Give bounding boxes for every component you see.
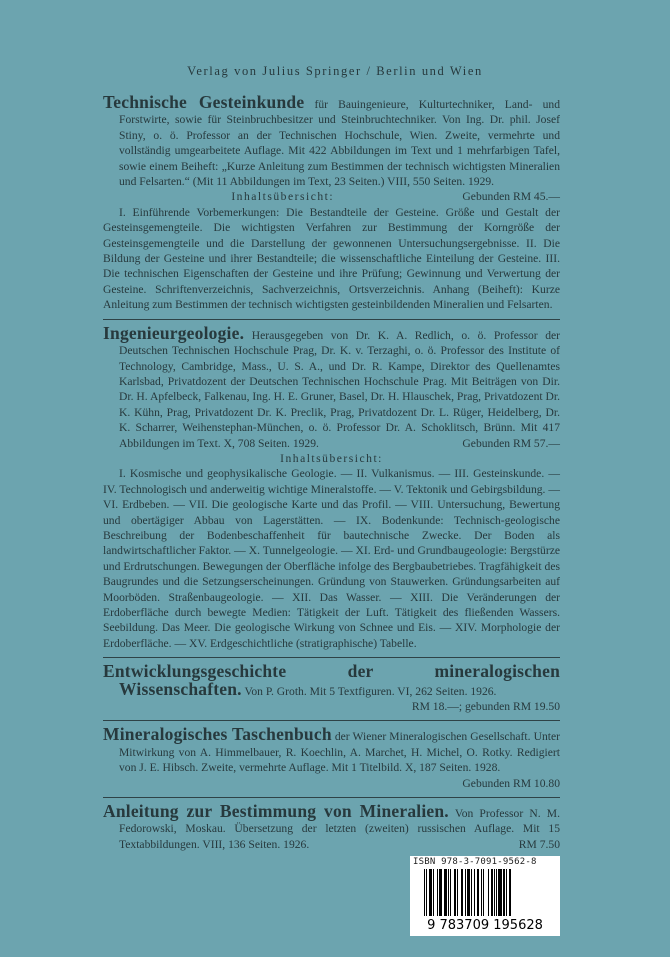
- barcode-bar: [511, 869, 512, 916]
- book-entry: [103, 92, 560, 313]
- book-price: Gebunden RM 57.—: [462, 436, 560, 450]
- book-title: Entwicklungsgeschichte der mineralogischen Wissenschaften.: [103, 661, 560, 699]
- book-price: RM 7.50: [518, 837, 560, 851]
- publisher-header: Verlag von Julius Springer / Berlin und Wien: [187, 64, 483, 78]
- divider: [103, 319, 560, 320]
- book-title: Ingenieurgeologie.: [103, 322, 245, 343]
- barcode-bars: [424, 869, 548, 916]
- book-title: Anleitung zur Bestimmung von Mineralien.: [103, 801, 449, 822]
- book-price: Gebunden RM 45.—: [462, 190, 560, 204]
- book-description: Von Professor N. M. Fedorowski, Moskau. Übersetzung der letzten (zweiten) russischen Auflage. Mit 15 Textabbildungen. VIII, 136 Seiten. 1926.: [119, 807, 560, 851]
- divider: [103, 797, 560, 798]
- toc-heading: Inhaltsübersicht:: [231, 190, 335, 204]
- divider: [103, 657, 560, 658]
- divider: [103, 720, 560, 721]
- book-entry: [103, 661, 560, 714]
- toc-text: I. Kosmische und geophysikalische Geologie. — II. Vulkanismus. — III. Gesteinskunde. — IV. Technologisch und anderweitig wichtige Mineralstoffe. — V. Tektonik und Gebirgsbildung. — VI. Erdbeben. — VII. Die geologische Karte und das Profil. — VIII. Untersuchung, Bewertung und obertägiger Abbau von Lagerstätten. — IX. Bodenkunde: Technisch-geologische Beschreibung der Bodenbeschaffenheit für bautechnische Zwecke. Der Boden als landwirtschaftlicher Faktor. — X. Tunnelgeologie. — XI. Erd- und Grundbaugeologie: Bergstürze und Erdrutschungen. Bewegungen der Oberfläche infolge des Bergbaubetriebes. Tragfähigkeit des Baugrundes und die Setzungserscheinungen. Gründung von Stauwerken. Gründungsarbeiten auf Moorböden. Straßenbaugeologie. — XII. Das Wasser. — XIII. Die Veränderungen der Erdoberfläche durch bewegte Medien: Tätigkeit der Luft. Tätigkeit des fließenden Wassers. Seebildung. Das Meer. Die geologische Wirkung von Schnee und Eis. — XIV. Morphologie der Erdoberfläche. — XV. Erdgeschichtliche (stratigraphische) Tabelle.: [103, 467, 560, 650]
- book-entry: [103, 801, 560, 852]
- book-price: Gebunden RM 10.80: [462, 776, 560, 790]
- book-description: für Bauingenieure, Kulturtechniker, Land- und Forstwirte, sowie für Steinbruchbesitzer und Steinbruchtechniker. Von Ing. Dr. phil. Josef Stiny, o. ö. Professor an der Technischen Hochschule, Wien. Zweite, vermehrte und vollständig umgearbeitete Auflage. Mit 422 Abbildungen im Text und 1 mehrfarbigen Tafel, sowie einem Beiheft: „Kurze Anleitung zum Bestimmen der technisch wichtigsten Mineralien und Felsarten.“ (Mit 11 Abbildungen im Text, 23 Seiten.) VIII, 550 Seiten. 1929.: [119, 98, 560, 189]
- book-entry: [103, 724, 560, 791]
- isbn-barcode: [410, 856, 560, 936]
- book-title: Mineralogisches Taschenbuch: [103, 724, 332, 745]
- book-title: Technische Gesteinkunde: [103, 92, 305, 112]
- toc-text: I. Einführende Vorbemerkungen: Die Bestandteile der Gesteine. Größe und Gestalt der Gesteinsgemengteile. Die wichtigsten Verfahren zur Bestimmung der Korngröße der Gesteinsgemengteile und die Darstellung der gewonnenen Untersuchungsergebnisse. II. Die Bildung der Gesteine und ihrer Bestandteile; die wissenschaftliche Einteilung der Gesteine. III. Die technischen Eigenschaften der Gesteine und ihre Prüfung; Gewinnung und Verwertung der Gesteine. Schriftenverzeichnis, Sachverzeichnis, Ortsverzeichnis. Anhang (Beiheft): Kurze Anleitung zum Bestimmen der technisch wichtigsten gesteinbildenden Mineralien und Felsarten.: [103, 205, 560, 312]
- toc-heading: Inhaltsübersicht:: [280, 451, 383, 465]
- book-description: Von P. Groth. Mit 5 Textfiguren. VI, 262 Seiten. 1926.: [244, 684, 497, 698]
- book-description: der Wiener Mineralogischen Gesellschaft. Unter Mitwirkung von A. Himmelbauer, R. Koechlin, A. Marchet, H. Michel, O. Rotky. Redigiert von J. E. Hibsch. Zweite, vermehrte Auflage. Mit 1 Titelbild. X, 187 Seiten. 1928.: [119, 730, 560, 775]
- book-entry: [103, 322, 561, 652]
- catalog-column: [103, 92, 561, 956]
- isbn-text: ISBN 978-3-7091-9562-8: [413, 857, 537, 868]
- book-price: RM 18.—; gebunden RM 19.50: [411, 700, 560, 714]
- book-description: Herausgegeben von Dr. K. A. Redlich, o. ö. Professor der Deutschen Technischen Hochschule Prag, Dr. K. v. Terzaghi, o. ö. Professor des Institute of Technology, Cambridge, Mass., U. S. A., und Dr. R. Kampe, Direktor des Quellenamtes Karlsbad, Privatdozent der Deutschen Technischen Hochschule Prag. Mit Beiträgen von Dir. Dr. H. Apfelbeck, Falkenau, Ing. H. E. Gruner, Basel, Dr. H. Hlauschek, Prag, Privatdozent Dr. K. Kühn, Prag, Privatdozent Dr. K. Preclik, Prag, Privatdozent Dr. L. Rüger, Heidelberg, Dr. K. Scharrer, Weihenstephan-München, o. ö. Professor Dr. A. Schoklitsch, Brünn. Mit 417 Abbildungen im Text. X, 708 Seiten. 1929.: [119, 328, 561, 450]
- barcode-number: 9 783709 195628: [427, 918, 543, 934]
